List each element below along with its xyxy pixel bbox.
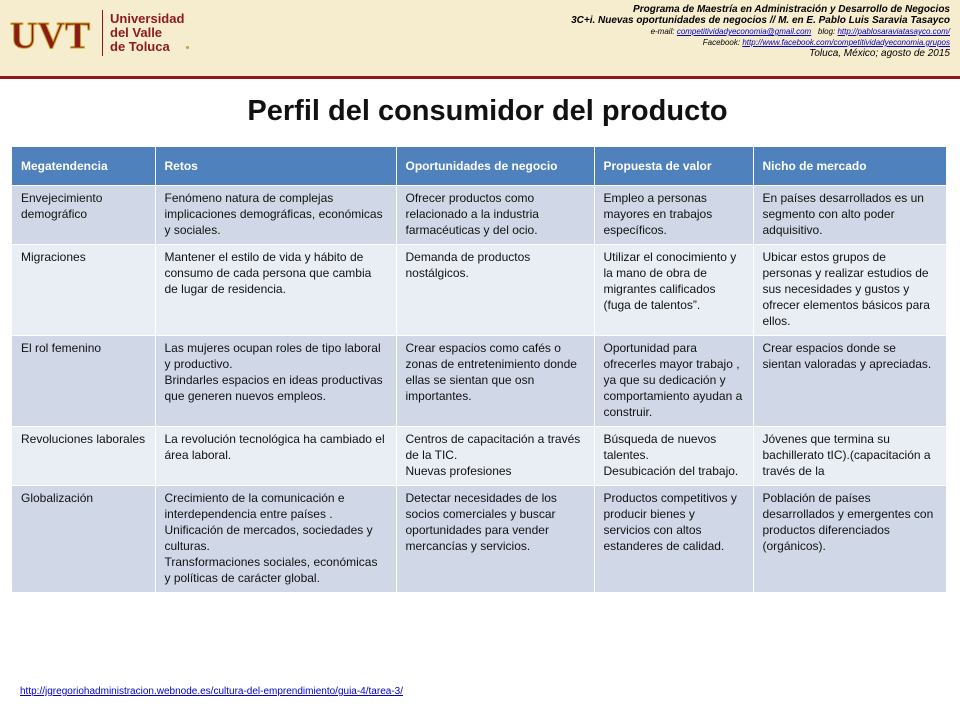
page-title: Perfil del consumidor del producto (247, 95, 728, 127)
table-cell: Búsqueda de nuevos talentes. Desubicación del trabajo. (594, 427, 753, 486)
table-header-row (12, 147, 946, 186)
table-cell: Jóvenes que termina su bachillerato tIC).(capacitación a través de la (753, 427, 946, 486)
consumer-profile-table (12, 147, 946, 592)
table-cell: Mantener el estilo de vida y hábito de consumo de cada persona que cambia de lugar de residencia. (155, 245, 396, 336)
facebook-label: Facebook: (702, 38, 741, 47)
table-cell: La revolución tecnológica ha cambiado el área laboral. (155, 427, 396, 486)
column-header-retos: Retos (155, 147, 396, 186)
table-cell: El rol femenino (12, 336, 155, 427)
table-cell: Detectar necesidades de los socios comerciales y buscar oportunidades para vender mercancías y servicios. (396, 486, 594, 593)
table-row (12, 186, 946, 245)
table-cell: Demanda de productos nostálgicos. (396, 245, 594, 336)
university-name-line-2: del Valle (110, 25, 163, 40)
table-cell: En países desarrollados es un segmento con alto poder adquisitivo. (753, 186, 946, 245)
source-link[interactable]: http://jgregoriohadministracion.webnode.es/cultura-del-emprendimiento/guia-4/tarea-3/ (20, 686, 403, 697)
email-link[interactable]: competitividadyeconomia@gmail.com (676, 27, 812, 36)
table-cell: Utilizar el conocimiento y la mano de obra de migrantes calificados (fuga de talentos”. (594, 245, 753, 336)
table-cell: Centros de capacitación a través de la TIC. Nuevas profesiones (396, 427, 594, 486)
email-label: e-mail: (650, 27, 675, 36)
column-header-propuesta: Propuesta de valor (594, 147, 753, 186)
column-header-nicho: Nicho de mercado (753, 147, 946, 186)
university-name-line-3: de Toluca (110, 39, 170, 54)
table-body (12, 186, 946, 593)
program-name: Programa de Maestría en Administración y Desarrollo de Negocios (633, 4, 950, 15)
table-cell: Crecimiento de la comunicación e interdependencia entre países . Unificación de mercados, sociedades y culturas. Transformaciones sociales, económicas y políticas de carácter global. (155, 486, 396, 593)
table-cell: Empleo a personas mayores en trabajos específicos. (594, 186, 753, 245)
logo-dot (186, 46, 189, 49)
facebook-link[interactable]: http://www.facebook.com/competitividadyeconomia.grupos (742, 38, 950, 47)
blog-link[interactable]: http://pablosaraviatasayco.com/ (837, 27, 950, 36)
header-band (0, 0, 960, 76)
blog-label: blog: (817, 27, 836, 36)
table-cell: Productos competitivos y producir bienes y servicios con altos estanderes de calidad. (594, 486, 753, 593)
table-row (12, 427, 946, 486)
column-header-oportunidades: Oportunidades de negocio (396, 147, 594, 186)
table-cell: Población de países desarrollados y emergentes con productos diferenciados (orgánicos). (753, 486, 946, 593)
facebook-line (571, 37, 950, 48)
place-date: Toluca, México; agosto de 2015 (809, 48, 950, 59)
table-row (12, 245, 946, 336)
table-cell: Ofrecer productos como relacionado a la industria farmacéuticas y del ocio. (396, 186, 594, 245)
contact-line (571, 26, 950, 37)
table-cell: Fenómeno natura de complejas implicaciones demográficas, económicas y sociales. (155, 186, 396, 245)
table-row (12, 336, 946, 427)
table-cell: Crear espacios donde se sientan valoradas y apreciadas. (753, 336, 946, 427)
table-cell: Oportunidad para ofrecerles mayor trabajo , ya que su dedicación y comportamiento ayudan a construir. (594, 336, 753, 427)
header-divider (0, 76, 960, 79)
university-name-line-1: Universidad (110, 11, 185, 26)
course-name: 3C+i. Nuevas oportunidades de negocios // M. en E. Pablo Luis Saravia Tasayco (571, 15, 950, 26)
uvt-logo-mark (8, 6, 96, 58)
course-info (571, 4, 950, 59)
table-cell: Migraciones (12, 245, 155, 336)
table-cell: Globalización (12, 486, 155, 593)
column-header-megatendencia: Megatendencia (12, 147, 155, 186)
table-cell: Ubicar estos grupos de personas y realizar estudios de sus necesidades y gustos y ofrecer elementos básicos para ellos. (753, 245, 946, 336)
logo-divider (102, 10, 103, 56)
table-cell: Envejecimiento demográfico (12, 186, 155, 245)
table-cell: Las mujeres ocupan roles de tipo laboral y productivo. Brindarles espacios en ideas productivas que generen nuevos empleos. (155, 336, 396, 427)
table-cell: Revoluciones laborales (12, 427, 155, 486)
logo-text: UVT (10, 15, 91, 57)
table-row (12, 486, 946, 593)
table-cell: Crear espacios como cafés o zonas de entretenimiento donde ellas se sientan que osn importantes. (396, 336, 594, 427)
